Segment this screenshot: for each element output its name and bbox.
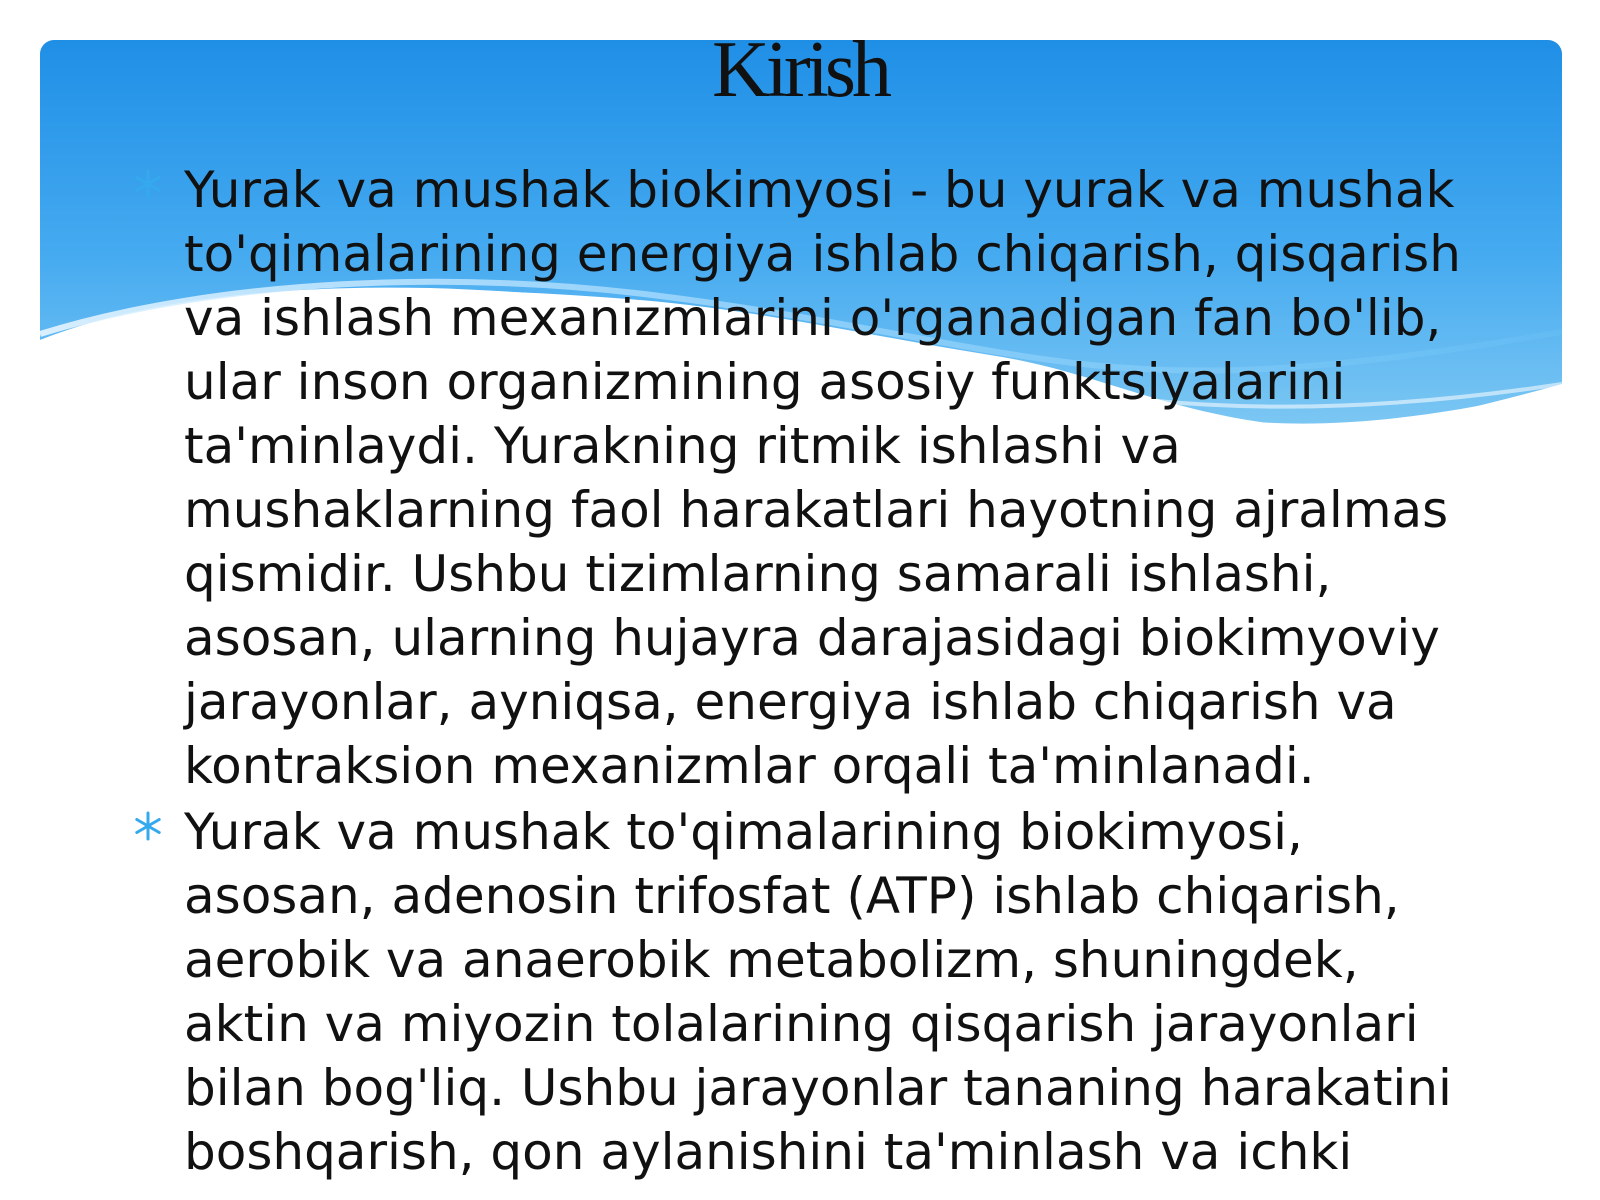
bullet-item (132, 800, 1482, 1184)
bullet-list (132, 158, 1482, 1184)
asterisk-bullet-icon (132, 810, 164, 842)
slide-title: Kirish (712, 26, 888, 114)
asterisk-bullet-icon (132, 168, 164, 200)
bullet-item (132, 158, 1482, 798)
bullet-text: Yurak va mushak biokimyosi - bu yurak va mushak to'qimalarining energiya ishlab chiqarish, qisqarish va ishlash mexanizmlarini o'rganadigan fan bo'lib, ular inson organizmining asosiy funktsiyalarini ta'minlaydi. Yurakning ritmik ishlashi va mushaklarning faol harakatlari hayotning ajralmas qismidir. Ushbu tizimlarning samarali ishlashi, asosan, ularning hujayra darajasidagi biokimyoviy jarayonlar, ayniqsa, energiya ishlab chiqarish va kontraksion mexanizmlar orqali ta'minlanadi. (184, 161, 1461, 795)
bullet-text: Yurak va mushak to'qimalarining biokimyosi, asosan, adenosin trifosfat (ATP) ishlab chiqarish, aerobik va anaerobik metabolizm, shuningdek, aktin va miyozin tolalarining qisqarish jarayonlari bilan bog'liq. Ushbu jarayonlar tananing harakatini boshqarish, qon aylanishini ta'minlash va ichki (184, 803, 1452, 1181)
